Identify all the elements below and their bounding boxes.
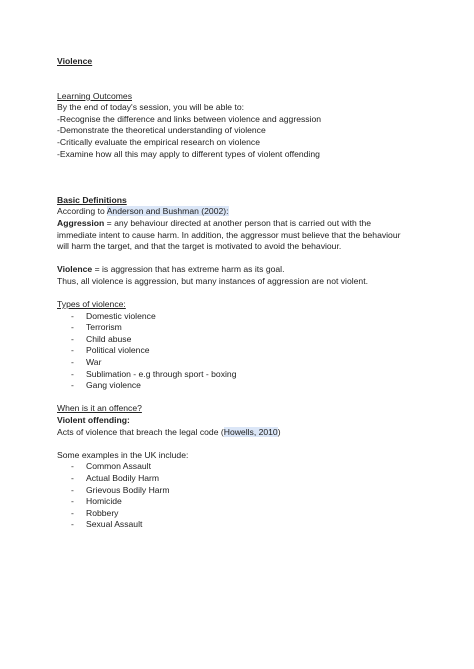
dash-bullet: -	[71, 368, 74, 379]
dash-bullet: -	[71, 380, 74, 391]
violence-definition-line	[57, 264, 434, 276]
list-item	[57, 473, 434, 485]
list-item-label: Sublimation - e.g through sport - boxing	[86, 368, 237, 379]
list-item-label: Actual Bodily Harm	[86, 473, 160, 483]
aggression-definition-line: immediate intent to cause harm. In addition, the aggressor must believe that the behaviour	[57, 229, 401, 240]
aggression-term: Aggression	[57, 217, 105, 228]
list-item	[57, 322, 434, 334]
list-item-label: Child abuse	[86, 333, 132, 344]
list-item	[57, 334, 434, 346]
list-item-label: Political violence	[86, 345, 150, 356]
dash-bullet: -	[71, 496, 74, 507]
dash-bullet: -	[71, 333, 74, 344]
page-title: Violence	[57, 56, 93, 66]
learning-item: -Demonstrate the theoretical understanding of violence	[57, 125, 266, 136]
learning-item: -Critically evaluate the empirical research on violence	[57, 136, 260, 147]
offence-def-prefix: Acts of violence that breach the legal code (	[57, 426, 224, 437]
violence-term: Violence	[57, 264, 93, 275]
dash-bullet: -	[71, 461, 74, 472]
offence-heading: When is it an offence?	[57, 403, 142, 414]
list-item-label: Homicide	[86, 496, 122, 507]
list-item	[57, 508, 434, 520]
dash-bullet: -	[71, 345, 74, 356]
offence-def-suffix: )	[277, 426, 281, 437]
dash-bullet: -	[71, 484, 74, 495]
list-item-label: Sexual Assault	[86, 519, 143, 530]
list-item-label: Common Assault	[86, 461, 151, 472]
list-item-label: War	[86, 357, 102, 368]
aggression-text: = any behaviour directed at another person that is carried out with the	[104, 217, 372, 228]
according-line	[57, 206, 434, 218]
list-item	[57, 311, 434, 323]
list-item-label: Gang violence	[86, 380, 141, 391]
list-item-label: Grievous Bodily Harm	[86, 484, 170, 495]
dash-bullet: -	[71, 310, 74, 321]
list-item-label: Robbery	[86, 507, 119, 518]
dash-bullet: -	[71, 519, 74, 530]
list-item	[57, 496, 434, 508]
dash-bullet: -	[71, 357, 74, 368]
basic-definitions-heading: Basic Definitions	[57, 194, 127, 205]
learning-intro: By the end of today's session, you will be able to:	[57, 102, 244, 113]
types-heading: Types of violence:	[57, 299, 126, 310]
violent-offending-heading: Violent offending:	[57, 415, 130, 426]
according-prefix: According to	[57, 206, 107, 217]
examples-list	[57, 461, 434, 531]
list-item	[57, 345, 434, 357]
list-item	[57, 461, 434, 473]
learning-item: -Recognise the difference and links between violence and aggression	[57, 113, 322, 124]
citation-link[interactable]: Anderson and Bushman (2002):	[106, 206, 229, 217]
citation-link[interactable]: Howells, 2010	[223, 426, 278, 437]
list-item	[57, 369, 434, 381]
dash-bullet: -	[71, 507, 74, 518]
types-list	[57, 311, 434, 392]
aggression-definition-line	[57, 218, 434, 230]
examples-intro: Some examples in the UK include:	[57, 449, 189, 460]
learning-item: -Examine how all this may apply to different types of violent offending	[57, 148, 320, 159]
violence-text: = is aggression that has extreme harm as its goal.	[92, 264, 285, 275]
list-item	[57, 380, 434, 392]
offence-definition-line	[57, 427, 434, 439]
list-item-label: Domestic violence	[86, 310, 156, 321]
list-item	[57, 357, 434, 369]
dash-bullet: -	[71, 322, 74, 333]
list-item-label: Terrorism	[86, 322, 122, 333]
aggression-definition-line: will harm the target, and that the target is motivated to avoid the behaviour.	[57, 241, 342, 252]
list-item	[57, 519, 434, 531]
thus-line: Thus, all violence is aggression, but many instances of aggression are not violent.	[57, 275, 368, 286]
dash-bullet: -	[71, 473, 74, 483]
learning-outcomes-heading: Learning Outcomes	[57, 90, 132, 101]
list-item	[57, 485, 434, 497]
